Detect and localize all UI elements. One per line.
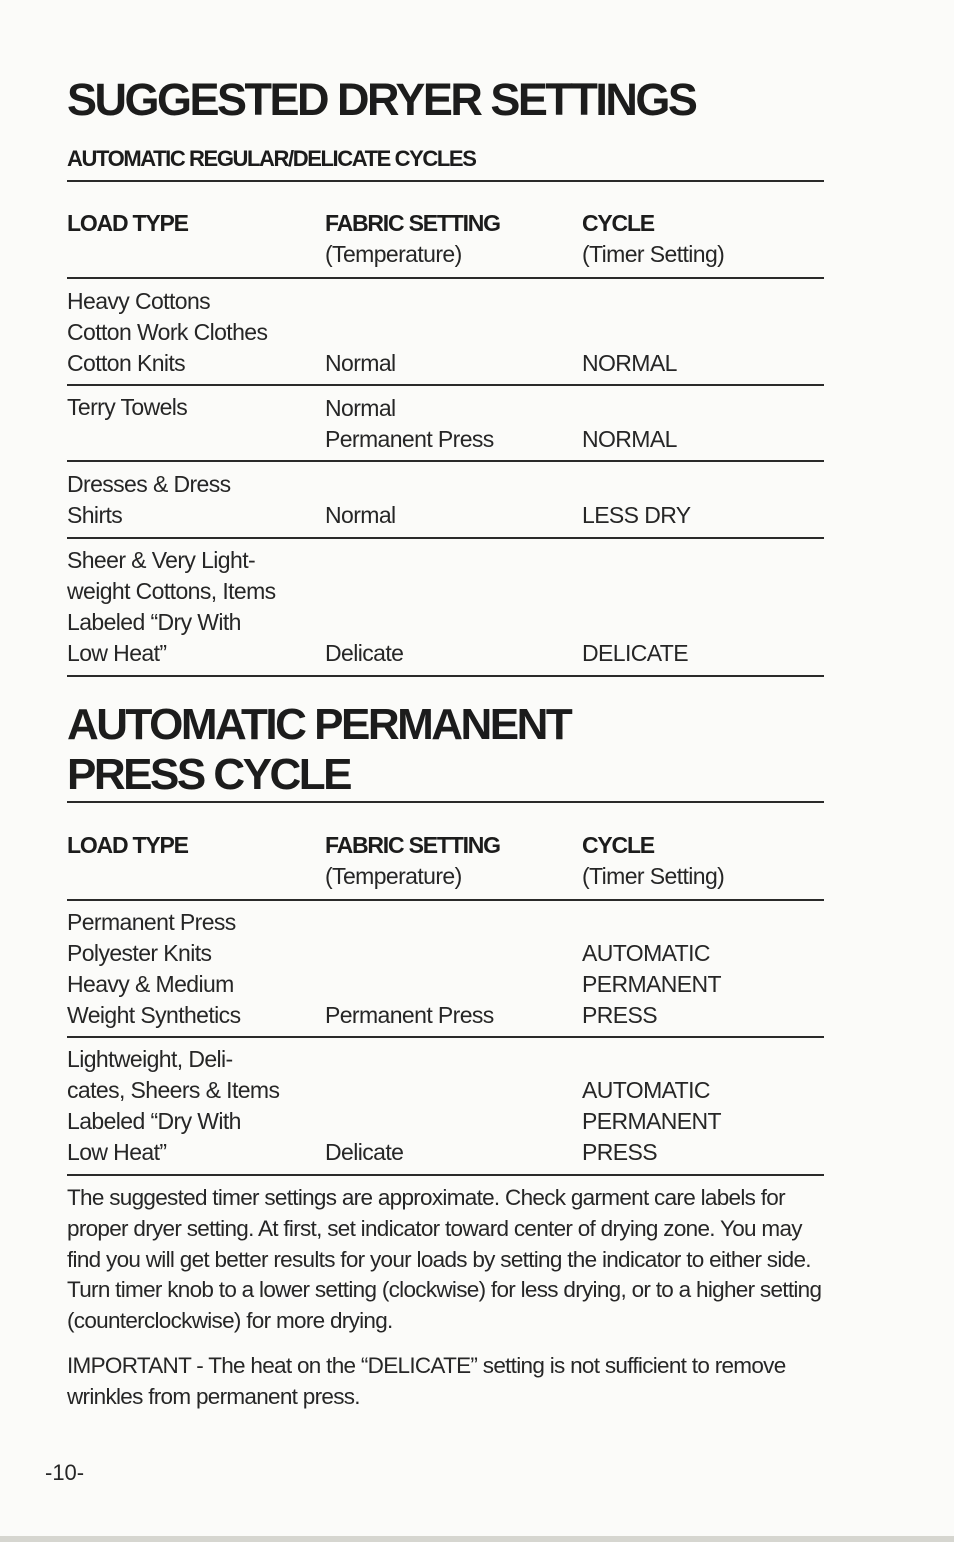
divider (67, 899, 824, 901)
row-load-type: Dresses & Dress Shirts (67, 471, 231, 528)
section-title-line2: PRESS CYCLE (67, 750, 351, 799)
row-cycle: AUTOMATIC PERMANENT PRESS (582, 1077, 722, 1165)
divider (67, 801, 824, 803)
table-row (67, 545, 824, 669)
row-load-type: Permanent Press Polyester Knits Heavy & Medium Weight Synthetics (67, 909, 241, 1028)
divider (67, 460, 824, 462)
header-cycle: CYCLE (582, 832, 654, 858)
header-cycle-sub: (Timer Setting) (582, 241, 725, 267)
row-fabric-setting: Permanent Press (325, 1002, 494, 1028)
row-cycle: NORMAL (582, 350, 677, 376)
row-cycle: DELICATE (582, 640, 688, 666)
header-fabric-setting: FABRIC SETTING (325, 210, 500, 236)
divider (67, 384, 824, 386)
row-fabric-setting: Normal (325, 350, 396, 376)
header-fabric-setting-sub: (Temperature) (325, 863, 462, 889)
table-row (67, 907, 824, 1031)
table-row (67, 285, 824, 379)
important-note: IMPORTANT - The heat on the “DELICATE” setting is not sufficient to remove wrinkles from permanent press. (67, 1353, 786, 1409)
row-fabric-setting: Delicate (325, 640, 404, 666)
divider (67, 1174, 824, 1176)
header-cycle-sub: (Timer Setting) (582, 863, 725, 889)
table-row (67, 1044, 824, 1168)
row-cycle: AUTOMATIC PERMANENT PRESS (582, 940, 722, 1028)
section-title (67, 700, 570, 800)
section-title-line1: AUTOMATIC PERMANENT (67, 700, 571, 749)
header-load-type: LOAD TYPE (67, 832, 188, 858)
divider (67, 1036, 824, 1038)
row-fabric-setting: Normal (325, 502, 396, 528)
divider (67, 537, 824, 539)
header-cycle: CYCLE (582, 210, 654, 236)
page-edge (0, 1536, 954, 1542)
row-load-type: Heavy Cottons Cotton Work Clothes Cotton Knits (67, 288, 268, 376)
row-cycle: LESS DRY (582, 502, 691, 528)
row-cycle: NORMAL (582, 426, 677, 452)
row-fabric-setting: Normal Permanent Press (325, 395, 494, 452)
page-title: SUGGESTED DRYER SETTINGS (67, 74, 696, 125)
row-load-type: Lightweight, Deli- cates, Sheers & Items Labeled “Dry With Low Heat” (67, 1046, 280, 1165)
timer-note: The suggested timer settings are approximate. Check garment care labels for proper dryer setting. At first, set indicator toward center of drying zone. You may find you will get better results for your loads by setting the indicator to either side. Turn timer knob to a lower setting (clockwise) for less drying, or to a higher setting (counterclockwise) for more drying. (67, 1185, 822, 1334)
row-load-type: Terry Towels (67, 394, 188, 420)
header-fabric-setting: FABRIC SETTING (325, 832, 500, 858)
table-row (67, 468, 824, 531)
row-fabric-setting: Delicate (325, 1139, 404, 1165)
section-subtitle: AUTOMATIC REGULAR/DELICATE CYCLES (67, 146, 476, 171)
table-row (67, 392, 824, 455)
header-load-type: LOAD TYPE (67, 210, 188, 236)
divider (67, 675, 824, 677)
row-load-type: Sheer & Very Light- weight Cottons, Items Labeled “Dry With Low Heat” (67, 547, 276, 666)
page-number: -10- (45, 1460, 85, 1485)
header-fabric-setting-sub: (Temperature) (325, 241, 462, 267)
divider (67, 180, 824, 182)
divider (67, 277, 824, 279)
